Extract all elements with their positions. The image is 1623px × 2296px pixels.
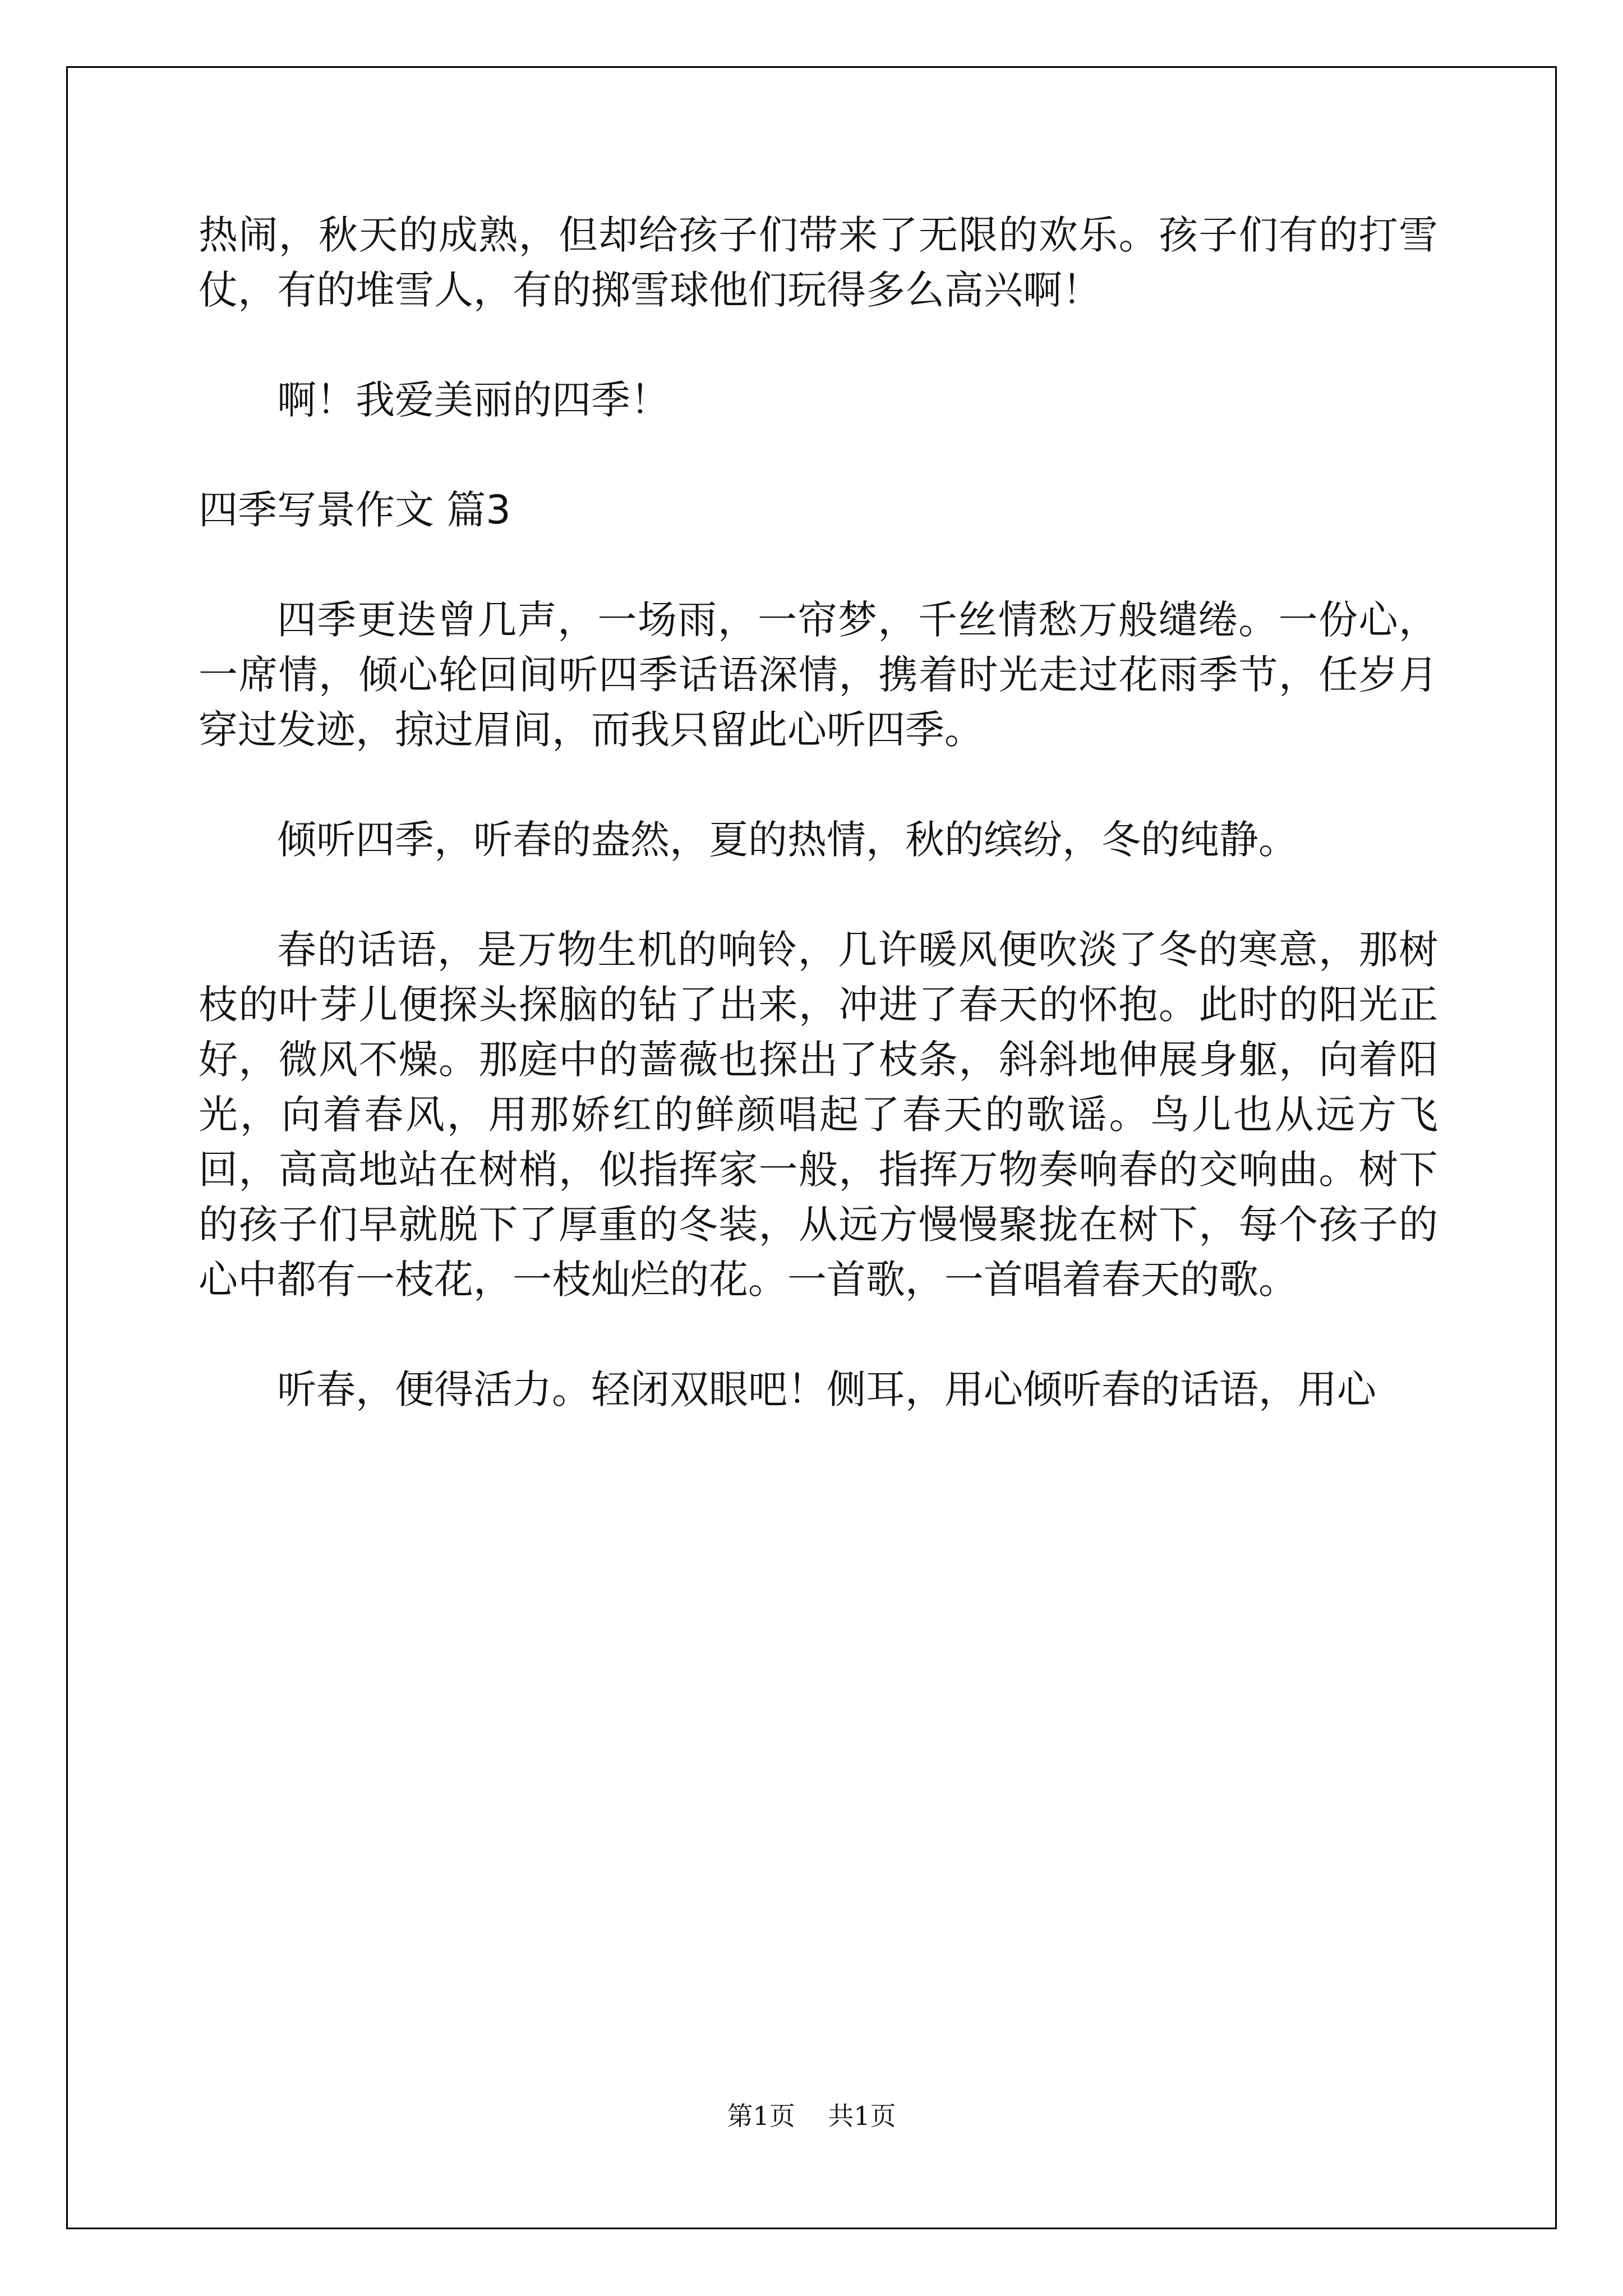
page-number: 第1页 xyxy=(727,2101,795,2131)
paragraph-6: 听春，便得活力。轻闭双眼吧！侧耳，用心倾听春的话语，用心 xyxy=(277,1366,1376,1412)
paragraph-5: 春的话语，是万物生机的响铃，几许暖风便吹淡了冬的寒意，那树枝的叶芽儿便探头探脑的钻了出来，冲进了春天的怀抱。此时的阳光正好，微风不燥。那庭中的蔷薇也探出了枝条，斜斜地伸展身躯，向着阳光，向着春风，用那娇红的鲜颜唱起了春天的歌谣。鸟儿也从远方飞回，高高地站在树梢，似指挥家一般，指挥万物奏响春的交响曲。树下的孩子们早就脱下了厚重的冬装，从远方慢慢聚拢在树下，每个孩子的心中都有一枝花，一枝灿烂的花。一首歌，一首唱着春天的歌。 xyxy=(199,927,1438,1303)
paragraph-4: 倾听四季，听春的盎然，夏的热情，秋的缤纷，冬的纯静。 xyxy=(277,817,1298,863)
paragraph-3: 四季更迭曾几声，一场雨，一帘梦，千丝情愁万般缱绻。一份心，一席情，倾心轮回间听四季话语深情，携着时光走过花雨季节，任岁月穿过发迹，掠过眉间，而我只留此心听四季。 xyxy=(199,597,1438,753)
paragraph-2: 啊！我爱美丽的四季！ xyxy=(277,377,670,423)
page-total: 共1页 xyxy=(828,2101,896,2131)
section-heading: 四季写景作文 篇3 xyxy=(199,487,511,533)
page-footer xyxy=(0,2099,1623,2133)
footer-spacer xyxy=(795,2101,828,2131)
document-body xyxy=(199,208,1438,1472)
paragraph-1: 热闹，秋天的成熟，但却给孩子们带来了无限的欢乐。孩子们有的打雪仗，有的堆雪人，有的掷雪球他们玩得多么高兴啊！ xyxy=(199,212,1438,313)
